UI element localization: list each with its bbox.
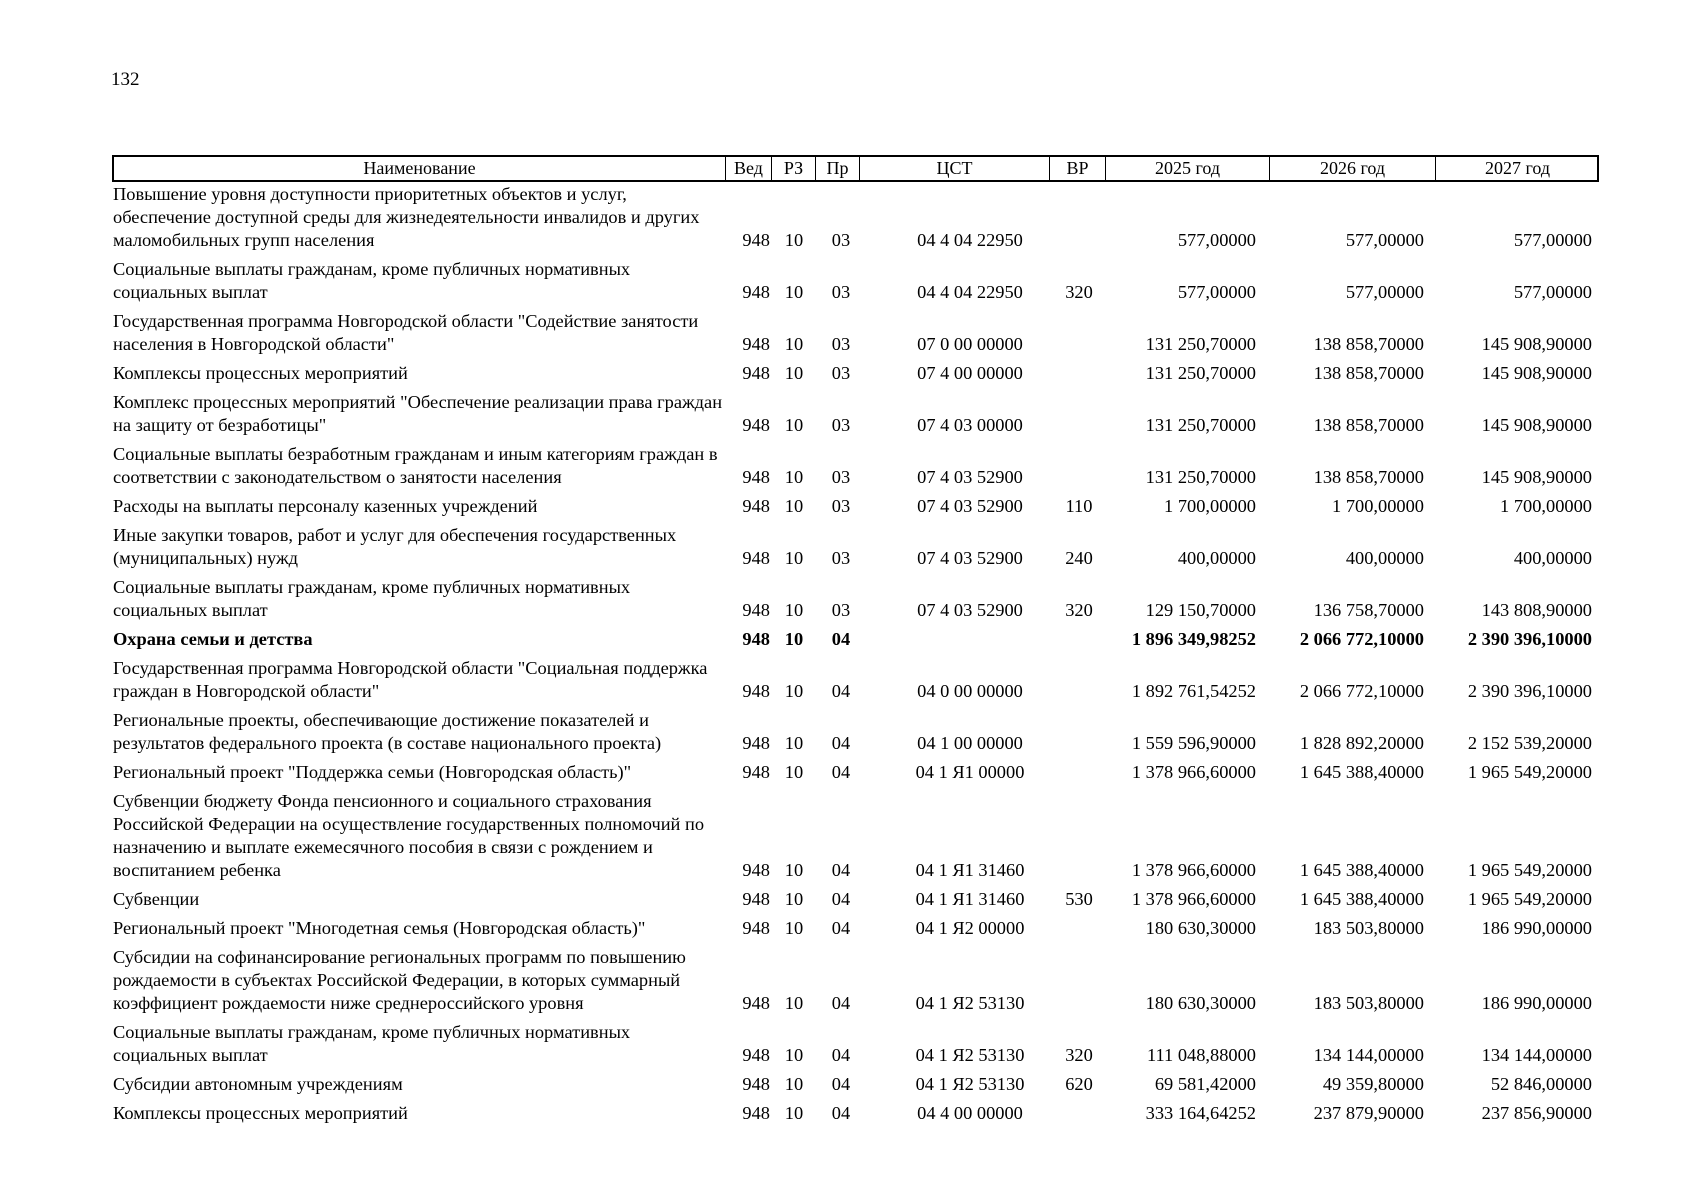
table-row xyxy=(112,183,1602,252)
cell-2027: 1 965 549,20000 xyxy=(1467,762,1592,782)
table-row xyxy=(112,310,1602,356)
cell-ved: 948 xyxy=(742,889,770,909)
header-2027: 2027 год xyxy=(1484,158,1551,178)
cell-rz: 10 xyxy=(784,889,804,909)
cell-2027: 145 908,90000 xyxy=(1481,334,1592,354)
cell-cst: 04 1 Я2 53130 xyxy=(915,993,1025,1013)
cell-vr: 240 xyxy=(1065,548,1093,568)
cell-pr: 03 xyxy=(831,334,851,354)
cell-vr: 620 xyxy=(1065,1074,1093,1094)
cell-ved: 948 xyxy=(742,363,770,383)
table-row xyxy=(112,443,1602,489)
cell-cst: 04 0 00 00000 xyxy=(917,681,1023,701)
cell-ved: 948 xyxy=(742,681,770,701)
cell-ved: 948 xyxy=(742,918,770,938)
cell-name: Региональные проекты, обеспечивающие достижение показателей и результатов федерального проекта (в составе национального проекта) xyxy=(113,710,662,753)
cell-cst: 04 1 00 00000 xyxy=(917,733,1023,753)
cell-cst: 07 4 03 52900 xyxy=(917,496,1023,516)
cell-name: Иные закупки товаров, работ и услуг для обеспечения государственных (муниципальных) нужд xyxy=(113,525,677,568)
cell-2027: 186 990,00000 xyxy=(1481,918,1592,938)
cell-rz: 10 xyxy=(784,548,804,568)
cell-pr: 04 xyxy=(831,1045,851,1065)
cell-2026: 2 066 772,10000 xyxy=(1299,629,1424,649)
cell-2025: 400,00000 xyxy=(1177,548,1256,568)
cell-rz: 10 xyxy=(784,600,804,620)
cell-2027: 1 700,00000 xyxy=(1500,496,1592,516)
cell-vr: 320 xyxy=(1065,282,1093,302)
cell-2025: 131 250,70000 xyxy=(1145,415,1256,435)
cell-ved: 948 xyxy=(742,629,770,649)
cell-ved: 948 xyxy=(742,282,770,302)
cell-ved: 948 xyxy=(742,467,770,487)
cell-2027: 52 846,00000 xyxy=(1490,1074,1592,1094)
cell-name: Государственная программа Новгородской области "Социальная поддержка граждан в Новгородской области" xyxy=(113,658,708,701)
cell-2025: 1 892 761,54252 xyxy=(1131,681,1256,701)
cell-name: Комплексы процессных мероприятий xyxy=(113,1103,408,1123)
table-row xyxy=(112,362,1602,385)
cell-pr: 03 xyxy=(831,230,851,250)
cell-name: Региональный проект "Поддержка семьи (Новгородская область)" xyxy=(113,762,632,782)
cell-2026: 138 858,70000 xyxy=(1313,415,1424,435)
cell-cst: 04 1 Я2 53130 xyxy=(915,1045,1025,1065)
table-header xyxy=(112,155,1599,182)
table-row xyxy=(112,524,1602,570)
cell-2026: 136 758,70000 xyxy=(1313,600,1424,620)
cell-name: Субвенции xyxy=(113,889,200,909)
cell-ved: 948 xyxy=(742,762,770,782)
table-row xyxy=(112,1073,1602,1096)
header-rz: РЗ xyxy=(772,157,816,180)
cell-2026: 577,00000 xyxy=(1345,282,1424,302)
cell-cst: 07 4 00 00000 xyxy=(917,363,1023,383)
cell-name: Повышение уровня доступности приоритетных объектов и услуг, обеспечение доступной среды для жизнедеятельности инвалидов и других маломобильных групп населения xyxy=(113,184,700,250)
cell-2026: 1 645 388,40000 xyxy=(1299,860,1424,880)
header-pr: Пр xyxy=(816,157,860,180)
cell-cst: 04 1 Я1 31460 xyxy=(915,860,1025,880)
cell-cst: 04 4 04 22950 xyxy=(917,282,1023,302)
cell-cst: 07 0 00 00000 xyxy=(917,334,1023,354)
cell-ved: 948 xyxy=(742,230,770,250)
cell-pr: 04 xyxy=(831,1074,851,1094)
cell-2025: 129 150,70000 xyxy=(1145,600,1256,620)
cell-name: Социальные выплаты гражданам, кроме публичных нормативных социальных выплат xyxy=(113,259,631,302)
cell-ved: 948 xyxy=(742,496,770,516)
cell-rz: 10 xyxy=(784,467,804,487)
cell-2027: 134 144,00000 xyxy=(1481,1045,1592,1065)
cell-pr: 04 xyxy=(831,629,851,649)
cell-cst: 04 4 00 00000 xyxy=(917,1103,1023,1123)
cell-2027: 145 908,90000 xyxy=(1481,415,1592,435)
cell-vr: 110 xyxy=(1065,496,1093,516)
table-row xyxy=(112,946,1602,1015)
cell-2027: 237 856,90000 xyxy=(1481,1103,1592,1123)
table-row xyxy=(112,761,1602,784)
cell-pr: 03 xyxy=(831,363,851,383)
table-row xyxy=(112,917,1602,940)
header-2025: 2025 год xyxy=(1106,157,1270,180)
cell-2027: 2 390 396,10000 xyxy=(1467,681,1592,701)
cell-2025: 69 581,42000 xyxy=(1154,1074,1256,1094)
cell-2025: 577,00000 xyxy=(1177,230,1256,250)
cell-rz: 10 xyxy=(784,629,804,649)
cell-2026: 1 700,00000 xyxy=(1332,496,1424,516)
cell-2025: 333 164,64252 xyxy=(1145,1103,1256,1123)
cell-2026: 138 858,70000 xyxy=(1313,334,1424,354)
cell-2026: 400,00000 xyxy=(1345,548,1424,568)
header-name: Наименование xyxy=(114,157,726,180)
cell-rz: 10 xyxy=(784,860,804,880)
cell-ved: 948 xyxy=(742,1045,770,1065)
cell-cst: 07 4 03 52900 xyxy=(917,467,1023,487)
cell-cst: 04 1 Я2 00000 xyxy=(915,918,1025,938)
header-ved: Вед xyxy=(726,157,772,180)
cell-2025: 111 048,88000 xyxy=(1147,1045,1256,1065)
cell-name: Субвенции бюджету Фонда пенсионного и социального страхования Российской Федерации на осуществление государственных полномочий по назначению и выплате ежемесячного пособия в связи с рождением и воспитанием ребенка xyxy=(113,791,705,880)
table-row xyxy=(112,258,1602,304)
cell-2026: 138 858,70000 xyxy=(1313,467,1424,487)
cell-2025: 1 378 966,60000 xyxy=(1131,762,1256,782)
cell-2025: 1 378 966,60000 xyxy=(1131,860,1256,880)
table-row xyxy=(112,657,1602,703)
cell-rz: 10 xyxy=(784,918,804,938)
cell-2027: 143 808,90000 xyxy=(1481,600,1592,620)
cell-2025: 180 630,30000 xyxy=(1145,918,1256,938)
cell-2027: 2 152 539,20000 xyxy=(1467,733,1592,753)
cell-name: Комплексы процессных мероприятий xyxy=(113,363,408,383)
cell-2026: 237 879,90000 xyxy=(1313,1103,1424,1123)
table-row xyxy=(112,888,1602,911)
cell-rz: 10 xyxy=(784,415,804,435)
cell-2027: 145 908,90000 xyxy=(1481,467,1592,487)
cell-pr: 04 xyxy=(831,993,851,1013)
table-row xyxy=(112,1021,1602,1067)
table-row xyxy=(112,628,1602,651)
cell-ved: 948 xyxy=(742,733,770,753)
cell-name: Комплекс процессных мероприятий "Обеспечение реализации права граждан на защиту от безработицы" xyxy=(113,392,723,435)
cell-pr: 04 xyxy=(831,733,851,753)
cell-2025: 1 700,00000 xyxy=(1164,496,1256,516)
cell-2027: 1 965 549,20000 xyxy=(1467,889,1592,909)
cell-2026: 138 858,70000 xyxy=(1313,363,1424,383)
cell-2025: 577,00000 xyxy=(1177,282,1256,302)
cell-2026: 1 645 388,40000 xyxy=(1299,762,1424,782)
cell-vr: 320 xyxy=(1065,600,1093,620)
cell-2027: 1 965 549,20000 xyxy=(1467,860,1592,880)
cell-cst: 04 1 Я2 53130 xyxy=(915,1074,1025,1094)
cell-pr: 03 xyxy=(831,600,851,620)
cell-name: Социальные выплаты гражданам, кроме публичных нормативных социальных выплат xyxy=(113,1022,631,1065)
cell-ved: 948 xyxy=(742,548,770,568)
table-body xyxy=(112,183,1602,1131)
cell-cst: 04 4 04 22950 xyxy=(917,230,1023,250)
cell-rz: 10 xyxy=(784,762,804,782)
cell-rz: 10 xyxy=(784,1103,804,1123)
cell-name: Государственная программа Новгородской области "Содействие занятости населения в Новгородской области" xyxy=(113,311,699,354)
cell-pr: 04 xyxy=(831,681,851,701)
table-row xyxy=(112,709,1602,755)
cell-pr: 04 xyxy=(831,1103,851,1123)
cell-2025: 131 250,70000 xyxy=(1145,334,1256,354)
cell-cst: 07 4 03 00000 xyxy=(917,415,1023,435)
cell-ved: 948 xyxy=(742,993,770,1013)
cell-ved: 948 xyxy=(742,1074,770,1094)
table-row xyxy=(112,495,1602,518)
cell-2025: 180 630,30000 xyxy=(1145,993,1256,1013)
cell-rz: 10 xyxy=(784,282,804,302)
cell-2025: 1 378 966,60000 xyxy=(1131,889,1256,909)
cell-2027: 145 908,90000 xyxy=(1481,363,1592,383)
cell-cst: 07 4 03 52900 xyxy=(917,548,1023,568)
cell-cst: 04 1 Я1 00000 xyxy=(915,762,1025,782)
cell-rz: 10 xyxy=(784,1074,804,1094)
cell-2026: 1 828 892,20000 xyxy=(1299,733,1424,753)
table-row xyxy=(112,790,1602,882)
cell-2026: 577,00000 xyxy=(1345,230,1424,250)
cell-cst: 04 1 Я1 31460 xyxy=(915,889,1025,909)
cell-pr: 04 xyxy=(831,918,851,938)
cell-pr: 03 xyxy=(831,282,851,302)
cell-ved: 948 xyxy=(742,600,770,620)
cell-pr: 03 xyxy=(831,467,851,487)
cell-2027: 2 390 396,10000 xyxy=(1467,629,1592,649)
cell-rz: 10 xyxy=(784,363,804,383)
cell-rz: 10 xyxy=(784,1045,804,1065)
cell-name: Расходы на выплаты персоналу казенных учреждений xyxy=(113,496,538,516)
cell-cst: 07 4 03 52900 xyxy=(917,600,1023,620)
cell-2025: 131 250,70000 xyxy=(1145,363,1256,383)
cell-2026: 134 144,00000 xyxy=(1313,1045,1424,1065)
cell-2026: 49 359,80000 xyxy=(1322,1074,1424,1094)
table-row xyxy=(112,1102,1602,1125)
cell-2026: 1 645 388,40000 xyxy=(1299,889,1424,909)
cell-name: Региональный проект "Многодетная семья (Новгородская область)" xyxy=(113,918,646,938)
cell-name: Субсидии автономным учреждениям xyxy=(113,1074,403,1094)
header-vr: ВР xyxy=(1050,157,1106,180)
cell-2025: 131 250,70000 xyxy=(1145,467,1256,487)
cell-name: Социальные выплаты безработным гражданам и иным категориям граждан в соответствии с законодательством о занятости населения xyxy=(113,444,718,487)
cell-rz: 10 xyxy=(784,681,804,701)
page-number: 132 xyxy=(111,69,140,90)
cell-pr: 04 xyxy=(831,762,851,782)
cell-name: Субсидии на софинансирование региональных программ по повышению рождаемости в субъектах Российской Федерации, в которых суммарный коэффициент рождаемости ниже среднероссийского уровня xyxy=(113,947,686,1013)
cell-name: Охрана семьи и детства xyxy=(113,629,313,649)
table-row xyxy=(112,576,1602,622)
cell-2027: 186 990,00000 xyxy=(1481,993,1592,1013)
cell-rz: 10 xyxy=(784,230,804,250)
cell-pr: 04 xyxy=(831,889,851,909)
cell-2026: 2 066 772,10000 xyxy=(1299,681,1424,701)
cell-rz: 10 xyxy=(784,496,804,516)
cell-2027: 577,00000 xyxy=(1513,282,1592,302)
header-cst: ЦСТ xyxy=(860,157,1050,180)
cell-2026: 183 503,80000 xyxy=(1313,993,1424,1013)
cell-2027: 577,00000 xyxy=(1513,230,1592,250)
cell-ved: 948 xyxy=(742,415,770,435)
cell-2025: 1 559 596,90000 xyxy=(1131,733,1256,753)
cell-rz: 10 xyxy=(784,733,804,753)
cell-vr: 320 xyxy=(1065,1045,1093,1065)
cell-pr: 03 xyxy=(831,415,851,435)
cell-vr: 530 xyxy=(1065,889,1093,909)
header-2026: 2026 год xyxy=(1270,157,1436,180)
cell-ved: 948 xyxy=(742,334,770,354)
cell-rz: 10 xyxy=(784,334,804,354)
table-row xyxy=(112,391,1602,437)
cell-pr: 03 xyxy=(831,496,851,516)
cell-2025: 1 896 349,98252 xyxy=(1131,629,1256,649)
cell-pr: 04 xyxy=(831,860,851,880)
cell-pr: 03 xyxy=(831,548,851,568)
cell-name: Социальные выплаты гражданам, кроме публичных нормативных социальных выплат xyxy=(113,577,631,620)
cell-ved: 948 xyxy=(742,860,770,880)
cell-ved: 948 xyxy=(742,1103,770,1123)
cell-2026: 183 503,80000 xyxy=(1313,918,1424,938)
cell-2027: 400,00000 xyxy=(1513,548,1592,568)
cell-rz: 10 xyxy=(784,993,804,1013)
